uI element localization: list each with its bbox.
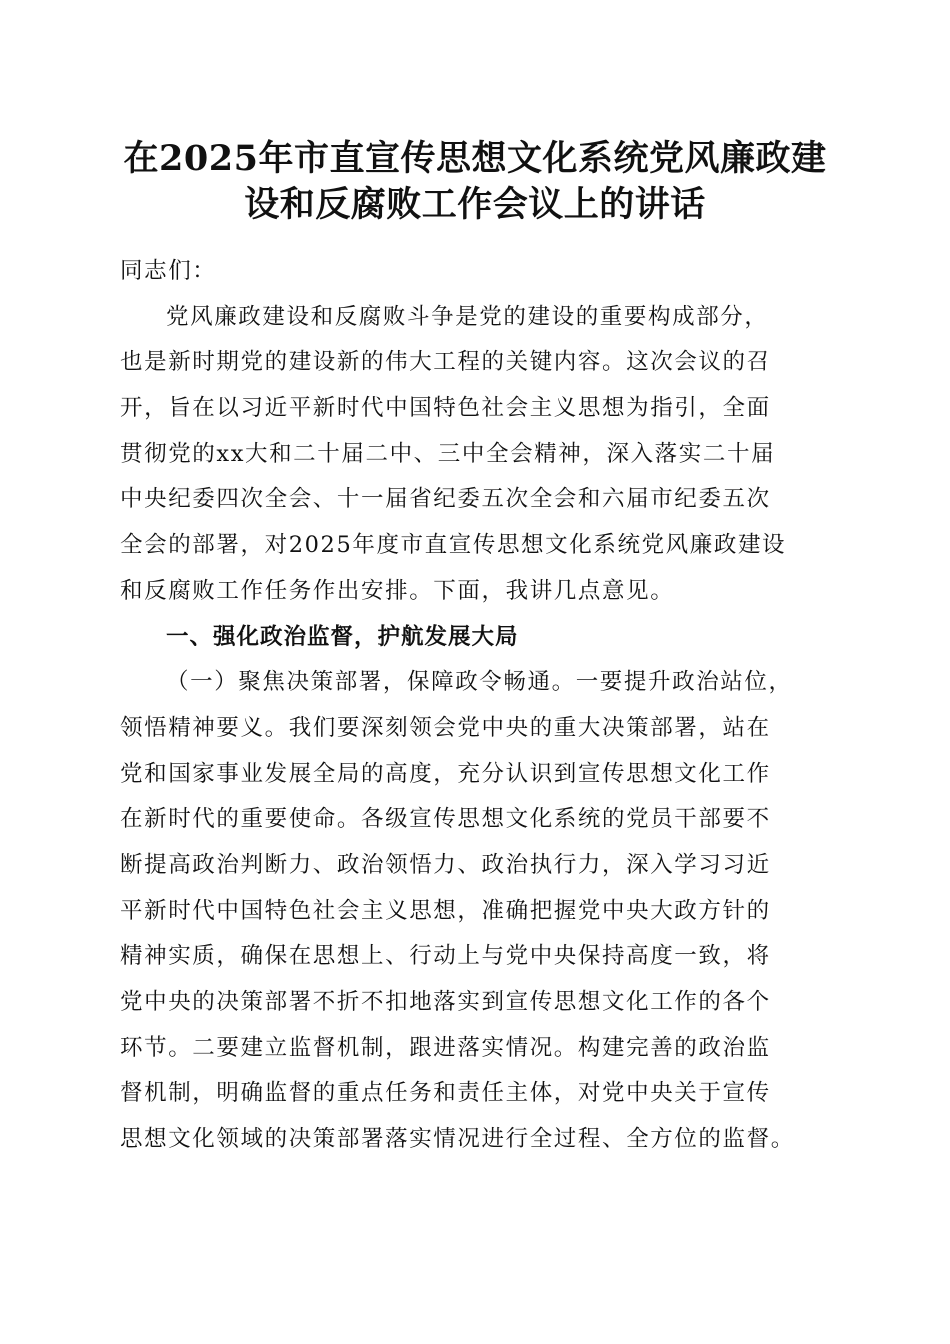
paragraph-line: 开，旨在以习近平新时代中国特色社会主义思想为指引，全面: [120, 395, 771, 422]
paragraph-line: 也是新时期党的建设新的伟大工程的关键内容。这次会议的召: [120, 349, 771, 376]
paragraph-2: [120, 660, 832, 1163]
paragraph-line: 督机制，明确监督的重点任务和责任主体，对党中央关于宣传: [120, 1080, 771, 1107]
paragraph-line: 和反腐败工作任务作出安排。下面，我讲几点意见。: [120, 577, 675, 604]
title-line-2: 设和反腐败工作会议上的讲话: [244, 184, 706, 225]
paragraph-line: 领悟精神要义。我们要深刻领会党中央的重大决策部署，站在: [120, 714, 771, 741]
paragraph-line: 贯彻党的xx大和二十届二中、三中全会精神，深入落实二十届: [120, 440, 776, 467]
document-title: [100, 136, 850, 228]
salutation: 同志们：: [120, 258, 217, 284]
paragraph-line: 思想文化领域的决策部署落实情况进行全过程、全方位的监督。: [120, 1126, 795, 1153]
paragraph-line: 平新时代中国特色社会主义思想，准确把握党中央大政方针的: [120, 897, 771, 924]
paragraph-line: 党中央的决策部署不折不扣地落实到宣传思想文化工作的各个: [120, 989, 771, 1015]
paragraph-1: [120, 295, 832, 615]
document-body: [120, 249, 832, 1163]
paragraph-line: 精神实质，确保在思想上、行动上与党中央保持高度一致，将: [120, 943, 771, 970]
title-line-1: 在2025年市直宣传思想文化系统党风廉政建: [123, 138, 827, 179]
paragraph-line: 党风廉政建设和反腐败斗争是党的建设的重要构成部分，: [166, 303, 769, 330]
paragraph-line: 中央纪委四次全会、十一届省纪委五次全会和六届市纪委五次: [120, 486, 771, 513]
paragraph-line: 全会的部署，对2025年度市直宣传思想文化系统党风廉政建设: [120, 532, 787, 559]
paragraph-line: （一）聚焦决策部署，保障政令畅通。一要提升政治站位，: [166, 669, 793, 696]
section-heading-1: 一、强化政治监督，护航发展大局: [166, 623, 519, 650]
paragraph-line: 断提高政治判断力、政治领悟力、政治执行力，深入学习习近: [120, 851, 771, 878]
paragraph-line: 在新时代的重要使命。各级宣传思想文化系统的党员干部要不: [120, 806, 771, 833]
paragraph-line: 环节。二要建立监督机制，跟进落实情况。构建完善的政治监: [120, 1034, 771, 1061]
paragraph-line: 党和国家事业发展全局的高度，充分认识到宣传思想文化工作: [120, 760, 771, 787]
